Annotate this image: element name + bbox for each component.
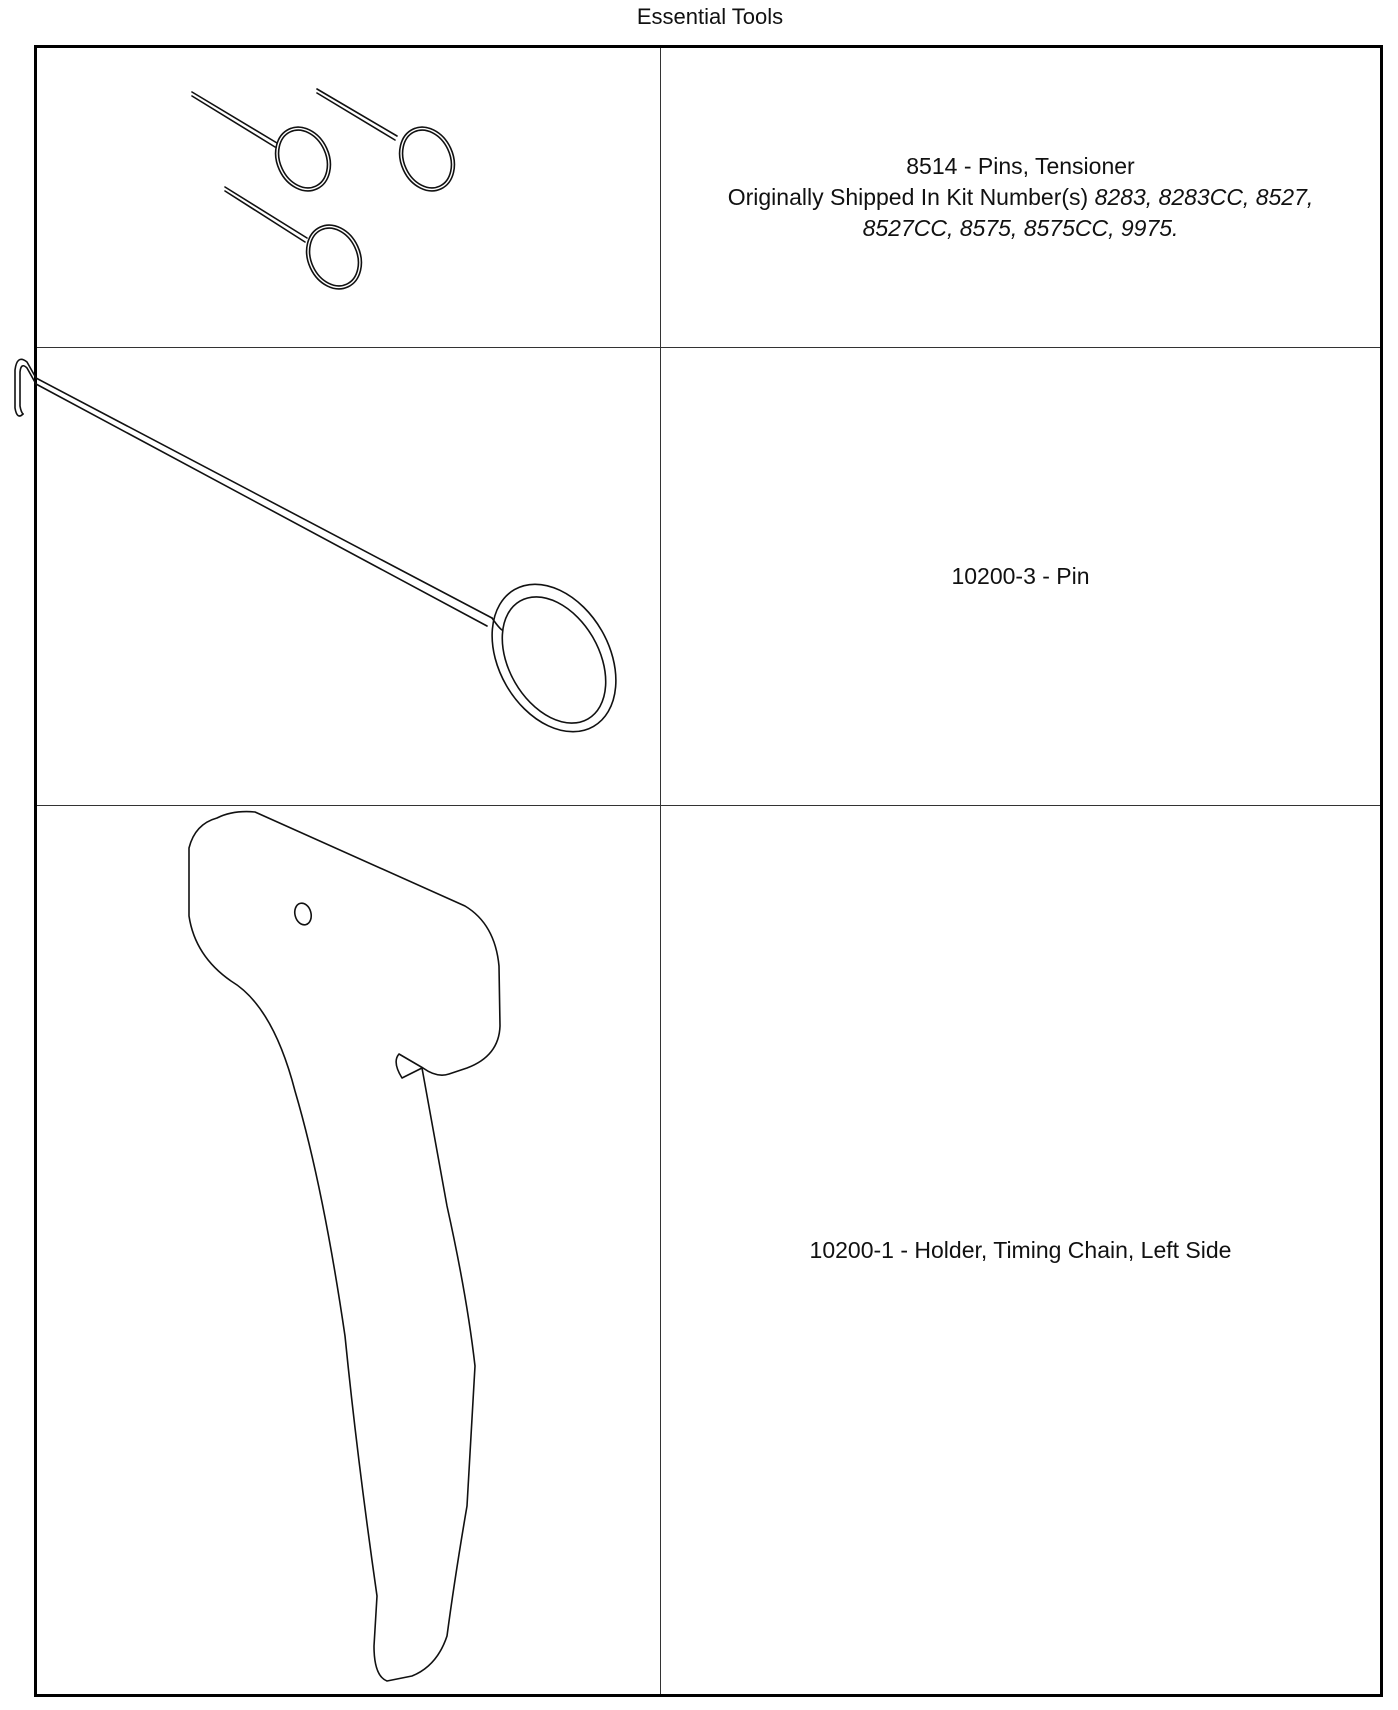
kit-prefix: Originally Shipped In Kit Number(s) — [727, 184, 1095, 210]
tensioner-pins-illustration — [37, 48, 661, 348]
kit-numbers-line-2: 8527CC, 8575, 8575CC, 9975. — [862, 215, 1179, 241]
tool-name: 10200-1 - Holder, Timing Chain, Left Side — [809, 1236, 1232, 1263]
tool-name: 10200-3 - Pin — [951, 563, 1090, 589]
page-title: Essential Tools — [636, 4, 784, 29]
tool-description — [661, 48, 1380, 347]
kit-list: 8283, 8283CC, 8527, — [1094, 184, 1314, 210]
tool-image-cell — [37, 806, 661, 1694]
tool-image-cell — [37, 48, 661, 347]
pin-illustration — [37, 348, 661, 806]
tool-row-10200-3 — [37, 348, 1380, 806]
tool-row-8514 — [37, 48, 1380, 348]
tool-image-cell — [37, 348, 661, 805]
tool-description — [661, 806, 1380, 1694]
tool-description — [661, 348, 1380, 805]
timing-chain-holder-illustration — [37, 806, 661, 1694]
tool-name: 8514 - Pins, Tensioner — [906, 153, 1135, 179]
tools-table — [34, 45, 1383, 1697]
tool-row-10200-1 — [37, 806, 1380, 1694]
kit-numbers-line-1 — [728, 182, 1314, 213]
